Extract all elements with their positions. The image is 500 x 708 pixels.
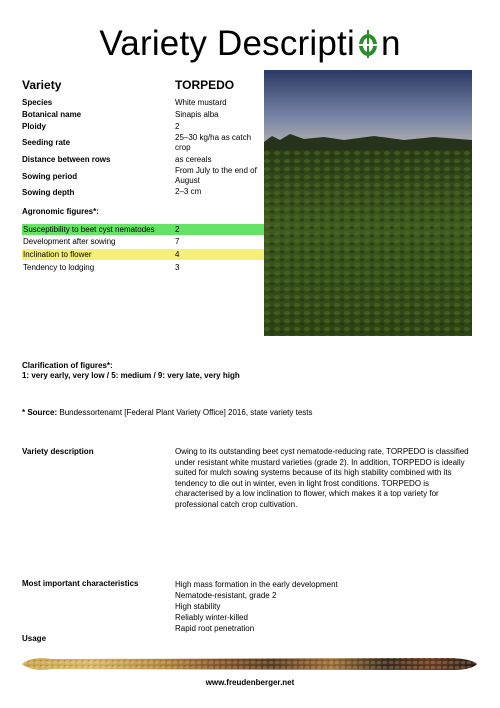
spec-label-sowing-period: Sowing period bbox=[22, 172, 78, 181]
agronomic-label: Tendency to lodging bbox=[23, 263, 95, 272]
variety-label: Variety bbox=[22, 78, 62, 92]
agronomic-row-flower bbox=[22, 249, 264, 260]
source-line bbox=[22, 408, 313, 418]
spec-value-ploidy: 2 bbox=[175, 122, 180, 131]
variety-name: TORPEDO bbox=[175, 78, 235, 92]
clarification-heading: Clarification of figures*: bbox=[22, 361, 113, 370]
spec-label-seeding: Seeding rate bbox=[22, 138, 71, 147]
page-title bbox=[0, 22, 500, 66]
agronomic-label: Inclination to flower bbox=[23, 250, 92, 259]
description-label: Variety description bbox=[22, 447, 94, 456]
list-item: Rapid root penetration bbox=[175, 624, 255, 633]
spec-value-distance: as cereals bbox=[175, 155, 212, 164]
spec-value-species: White mustard bbox=[175, 98, 227, 107]
list-item: Reliably winter-killed bbox=[175, 613, 248, 622]
agronomic-row-susceptibility bbox=[22, 224, 264, 235]
website-link[interactable]: www.freudenberger.net bbox=[205, 678, 295, 687]
agronomic-value: 2 bbox=[175, 225, 180, 234]
description-text: Owing to its outstanding beet cyst nematode-reducing rate, TORPEDO is classified under resistant white mustard varieties (grade 2). In addition, TORPEDO is ideally suited for mulch sowing systems because of its high stability combined with its tendency to die out in winter, even in light frost conditions. TORPEDO is characterised by a low inclination to flower, which makes it a top variety for professional catch crop cultivation. bbox=[175, 447, 469, 509]
agronomic-value: 7 bbox=[175, 237, 180, 246]
usage-label: Usage bbox=[22, 634, 47, 643]
field-photo bbox=[264, 70, 472, 336]
source-label: * Source: bbox=[22, 408, 58, 417]
characteristics-list bbox=[175, 579, 465, 634]
spec-label-distance: Distance between rows bbox=[22, 155, 111, 164]
spec-value-sowing-depth: 2–3 cm bbox=[175, 187, 202, 196]
spec-label-botanical: Botanical name bbox=[22, 110, 82, 119]
agronomic-label: Development after sowing bbox=[23, 237, 116, 246]
spec-label-sowing-depth: Sowing depth bbox=[22, 188, 75, 197]
source-text: Bundessortenamt [Federal Plant Variety Office] 2016, state variety tests bbox=[59, 408, 313, 417]
list-item: High stability bbox=[175, 602, 221, 611]
characteristics-label: Most important characteristics bbox=[22, 579, 139, 588]
leaf-o-icon bbox=[356, 28, 380, 58]
agronomic-row-development bbox=[22, 236, 264, 247]
spec-label-species: Species bbox=[22, 98, 53, 107]
spec-value-sowing-period: From July to the end of August bbox=[175, 166, 257, 185]
agronomic-value: 4 bbox=[175, 250, 180, 259]
title-text-end: n bbox=[380, 24, 401, 63]
title-text-start: Variety Descripti bbox=[99, 24, 355, 63]
seed-band bbox=[22, 655, 477, 673]
spec-label-ploidy: Ploidy bbox=[22, 122, 47, 131]
agronomic-row-lodging bbox=[22, 262, 264, 273]
agronomic-heading: Agronomic figures*: bbox=[22, 207, 99, 216]
spec-value-botanical: Sinapis alba bbox=[175, 110, 219, 119]
agronomic-value: 3 bbox=[175, 263, 180, 272]
list-item: High mass formation in the early development bbox=[175, 580, 338, 589]
list-item: Nematode-resistant, grade 2 bbox=[175, 591, 277, 600]
clarification-text: 1: very early, very low / 5: medium / 9: very late, very high bbox=[22, 371, 240, 380]
agronomic-label: Susceptibility to beet cyst nematodes bbox=[23, 225, 155, 234]
spec-value-seeding: 25–30 kg/ha as catch crop bbox=[175, 133, 252, 152]
